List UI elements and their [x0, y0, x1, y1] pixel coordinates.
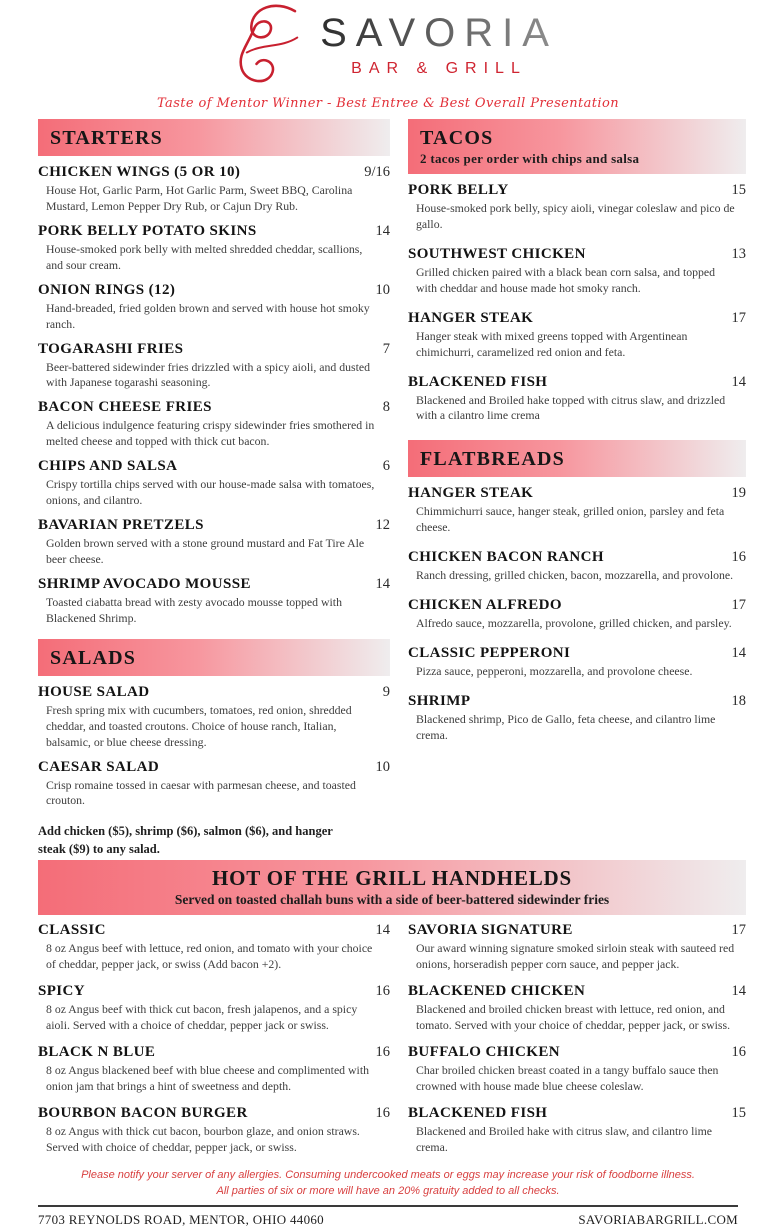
item-description: Blackened shrimp, Pico de Gallo, feta cheese, and cilantro lime crema. [416, 711, 716, 742]
item-head [408, 645, 746, 662]
flatbreads-banner [408, 440, 746, 477]
item-name: CLASSIC [38, 922, 106, 939]
item-description: Our award winning signature smoked sirloin steak with sauteed red onions, horseradish pepper corn sauce, and pepper jack. [416, 941, 735, 972]
item-price: 6 [382, 458, 390, 475]
item-price: 16 [375, 983, 390, 1000]
item-name: BAVARIAN PRETZELS [38, 517, 204, 534]
item-name: SAVORIA SIGNATURE [408, 922, 573, 939]
script-s-logo-icon [218, 2, 318, 88]
menu-item [38, 1044, 390, 1095]
menu-item [408, 374, 746, 425]
item-description: 8 oz Angus with thick cut bacon, bourbon glaze, and onion straws. Served with choice of cheddar, pepper jack, or swiss. [46, 1123, 360, 1154]
handhelds-grid [38, 922, 746, 1165]
item-price: 10 [375, 281, 390, 298]
right-column [408, 119, 746, 757]
section-title-handhelds: HOT OF THE GRILL HANDHELDS [212, 866, 572, 891]
item-price: 16 [375, 1044, 390, 1061]
item-description: Blackened and broiled chicken breast with lettuce, red onion, and tomato. Served with your choice of cheddar, pepper jack, or swiss. [416, 1002, 731, 1033]
item-description: Alfredo sauce, mozzarella, provolone, grilled chicken, and parsley. [416, 616, 732, 631]
item-head [408, 1044, 746, 1061]
menu-item [408, 310, 746, 361]
menu-columns [0, 111, 776, 858]
item-price: 14 [731, 983, 746, 1000]
item-head [408, 310, 746, 327]
item-price: 16 [731, 1044, 746, 1061]
menu-item [408, 246, 746, 297]
item-description: Char broiled chicken breast coated in a tangy buffalo sauce then crowned with house made blue cheese coleslaw. [416, 1063, 719, 1093]
disclaimer-line-1: Please notify your server of any allergies. Consuming undercooked meats or eggs may increase your risk of foodborne illness. [81, 1168, 695, 1181]
item-name: PORK BELLY POTATO SKINS [38, 222, 257, 239]
item-description: Grilled chicken paired with a black bean corn salsa, and topped with cheddar and house made hot smoky ranch. [416, 264, 716, 295]
item-name: TOGARASHI FRIES [38, 340, 184, 357]
item-name: SHRIMP AVOCADO MOUSSE [38, 575, 251, 592]
restaurant-website: SAVORIABARGRILL.COM [578, 1211, 738, 1227]
menu-item [408, 485, 746, 536]
item-price: 10 [375, 758, 390, 775]
handhelds-section [0, 860, 776, 1165]
item-description: Fresh spring mix with cucumbers, tomatoes, red onion, shredded cheddar, and toasted croutons. Choice of house ranch, Italian, balsamic, or blue cheese dressing. [46, 702, 352, 749]
item-price: 14 [731, 373, 746, 390]
item-price: 13 [731, 245, 746, 262]
item-price: 12 [375, 517, 390, 534]
wordmark [320, 13, 558, 77]
section-title-tacos: TACOS [420, 127, 494, 149]
item-name: CHIPS AND SALSA [38, 458, 178, 475]
item-head [408, 549, 746, 566]
tacos-subtitle: 2 tacos per order with chips and salsa [420, 151, 640, 166]
item-description: House-smoked pork belly with melted shredded cheddar, scallions, and sour cream. [46, 241, 363, 272]
menu-item [408, 922, 746, 973]
brand-subtitle: BAR & GRILL [351, 60, 527, 77]
item-description: A delicious indulgence featuring crispy sidewinder fries smothered in melted cheese and topped with thick cut bacon. [46, 418, 375, 449]
menu-item [38, 922, 390, 973]
allergy-disclaimer [0, 1168, 776, 1200]
item-name: BACON CHEESE FRIES [38, 399, 212, 416]
item-name: SPICY [38, 983, 86, 1000]
item-head [38, 576, 390, 593]
item-name: HANGER STEAK [408, 309, 534, 326]
item-description: 8 oz Angus beef with thick cut bacon, fresh jalapenos, and a spicy aioli. Served with a choice of cheddar, pepper jack or swiss. [46, 1002, 358, 1033]
menu-item [38, 399, 390, 450]
menu-item [38, 458, 390, 509]
item-head [38, 223, 390, 240]
item-head [38, 164, 390, 181]
item-description: House Hot, Garlic Parm, Hot Garlic Parm, Sweet BBQ, Carolina Mustard, Lemon Pepper Dry Rub, or Cajun Dry Rub. [46, 183, 353, 213]
item-description: Ranch dressing, grilled chicken, bacon, mozzarella, and provolone. [416, 568, 734, 583]
brand-name: SAVORIA [320, 11, 558, 55]
item-head [408, 983, 746, 1000]
item-description: Crisp romaine tossed in caesar with parmesan cheese, and toasted crouton. [46, 777, 356, 808]
item-name: ONION RINGS (12) [38, 281, 176, 298]
item-head [408, 182, 746, 199]
item-description: Blackened and Broiled hake topped with citrus slaw, and drizzled with a cilantro lime crema [416, 392, 726, 423]
item-head [38, 282, 390, 299]
item-head [38, 759, 390, 776]
item-head [408, 693, 746, 710]
item-description: Blackened and Broiled hake with citrus slaw, and cilantro lime crema. [416, 1123, 713, 1154]
item-name: BLACKENED FISH [408, 373, 548, 390]
menu-item [38, 164, 390, 215]
item-name: CAESAR SALAD [38, 758, 160, 775]
tacos-banner [408, 119, 746, 174]
menu-item [408, 597, 746, 632]
item-price: 7 [382, 340, 390, 357]
salads-items [38, 684, 390, 810]
item-price: 14 [375, 575, 390, 592]
salad-addon-note: Add chicken ($5), shrimp ($6), salmon ($6), and hanger steak ($9) to any salad. [38, 824, 333, 856]
item-name: CHICKEN WINGS (5 OR 10) [38, 164, 241, 180]
item-name: BUFFALO CHICKEN [408, 1044, 560, 1061]
menu-item [38, 341, 390, 392]
award-tagline: Taste of Mentor Winner - Best Entree & Best Overall Presentation [156, 96, 619, 111]
item-price: 19 [731, 485, 746, 502]
item-price: 17 [731, 597, 746, 614]
item-description: House-smoked pork belly, spicy aioli, vinegar coleslaw and pico de gallo. [416, 201, 735, 231]
menu-item [38, 282, 390, 333]
item-head [38, 341, 390, 358]
item-head [38, 1105, 390, 1122]
item-description: 8 oz Angus blackened beef with blue cheese and complimented with onion jam that brings a hint of sweetness and depth. [46, 1063, 370, 1093]
item-head [408, 374, 746, 391]
menu-item [38, 983, 390, 1034]
item-name: CLASSIC PEPPERONI [408, 645, 571, 662]
item-name: CHICKEN ALFREDO [408, 597, 562, 614]
item-name: HANGER STEAK [408, 485, 534, 502]
starters-items [38, 164, 390, 627]
item-price: 16 [731, 549, 746, 566]
menu-item [408, 693, 746, 744]
menu-item [408, 182, 746, 233]
menu-item [408, 549, 746, 584]
menu-item [38, 517, 390, 568]
item-description: Hanger steak with mixed greens topped with Argentinean chimichurri, caramelized red onion and feta. [416, 328, 688, 359]
item-head [38, 517, 390, 534]
item-price: 18 [731, 692, 746, 709]
item-price: 14 [375, 222, 390, 239]
menu-item [38, 576, 390, 627]
item-description: Crispy tortilla chips served with our house-made salsa with tomatoes, onions, and cilantro. [46, 477, 375, 508]
section-title-salads: SALADS [50, 646, 137, 669]
item-head [408, 246, 746, 263]
item-price: 9/16 [364, 164, 390, 180]
item-head [38, 1044, 390, 1061]
item-head [38, 458, 390, 475]
left-column [38, 119, 390, 858]
menu-item [38, 684, 390, 751]
menu-item [38, 1105, 390, 1156]
handhelds-right-column [408, 922, 746, 1165]
item-name: SOUTHWEST CHICKEN [408, 245, 586, 262]
item-name: BOURBON BACON BURGER [38, 1104, 248, 1121]
starters-banner [38, 119, 390, 156]
item-price: 15 [731, 1104, 746, 1121]
menu-item [408, 645, 746, 680]
handhelds-banner [38, 860, 746, 915]
item-head [38, 399, 390, 416]
item-head [408, 922, 746, 939]
menu-item [38, 223, 390, 274]
item-head [408, 597, 746, 614]
disclaimer-line-2: All parties of six or more will have an 20% gratuity added to all checks. [216, 1184, 560, 1197]
item-description: Golden brown served with a stone ground mustard and Fat Tire Ale beer cheese. [46, 536, 365, 566]
item-name: BLACKENED CHICKEN [408, 983, 586, 1000]
item-price: 15 [731, 182, 746, 198]
item-description: Toasted ciabatta bread with zesty avocado mousse topped with Blackened Shrimp. [46, 594, 342, 625]
brand-lockup [218, 2, 558, 88]
item-price: 16 [375, 1104, 390, 1121]
item-description: Hand-breaded, fried golden brown and served with house hot smoky ranch. [46, 300, 370, 331]
section-title-starters: STARTERS [50, 127, 164, 149]
menu-item [408, 983, 746, 1034]
tacos-items [408, 182, 746, 424]
item-head [38, 983, 390, 1000]
restaurant-address: 7703 REYNOLDS ROAD, MENTOR, OHIO 44060 [38, 1211, 324, 1227]
item-name: SHRIMP [408, 692, 471, 709]
flatbreads-items [408, 485, 746, 743]
item-head [38, 684, 390, 701]
salads-banner [38, 639, 390, 676]
item-description: 8 oz Angus beef with lettuce, red onion, and tomato with your choice of cheddar, pepper jack, or swiss (Add bacon +2). [46, 941, 373, 972]
item-head [38, 922, 390, 939]
item-head [408, 1105, 746, 1122]
item-price: 8 [382, 399, 390, 416]
footer [0, 1168, 776, 1228]
item-description: Pizza sauce, pepperoni, mozzarella, and provolone cheese. [416, 664, 693, 679]
bottom-bar [38, 1205, 738, 1228]
item-price: 17 [731, 309, 746, 326]
header [0, 0, 776, 111]
item-head [408, 485, 746, 502]
handhelds-left-column [38, 922, 390, 1165]
item-name: PORK BELLY [408, 182, 509, 198]
item-price: 9 [382, 683, 390, 700]
item-description: Beer-battered sidewinder fries drizzled with a spicy aioli, and dusted with Japanese togarashi seasoning. [46, 359, 371, 390]
item-name: HOUSE SALAD [38, 683, 150, 700]
menu-item [408, 1044, 746, 1095]
item-description: Chimmichurri sauce, hanger steak, grilled onion, parsley and feta cheese. [416, 504, 725, 535]
item-price: 14 [731, 645, 746, 662]
section-title-flatbreads: FLATBREADS [420, 448, 565, 471]
item-name: BLACK N BLUE [38, 1044, 156, 1061]
item-name: BLACKENED FISH [408, 1104, 548, 1121]
menu-item [38, 759, 390, 810]
item-price: 14 [375, 922, 390, 939]
item-price: 17 [731, 922, 746, 939]
item-name: CHICKEN BACON RANCH [408, 549, 604, 566]
handhelds-subtitle: Served on toasted challah buns with a side of beer-battered sidewinder fries [174, 892, 610, 908]
menu-item [408, 1105, 746, 1156]
